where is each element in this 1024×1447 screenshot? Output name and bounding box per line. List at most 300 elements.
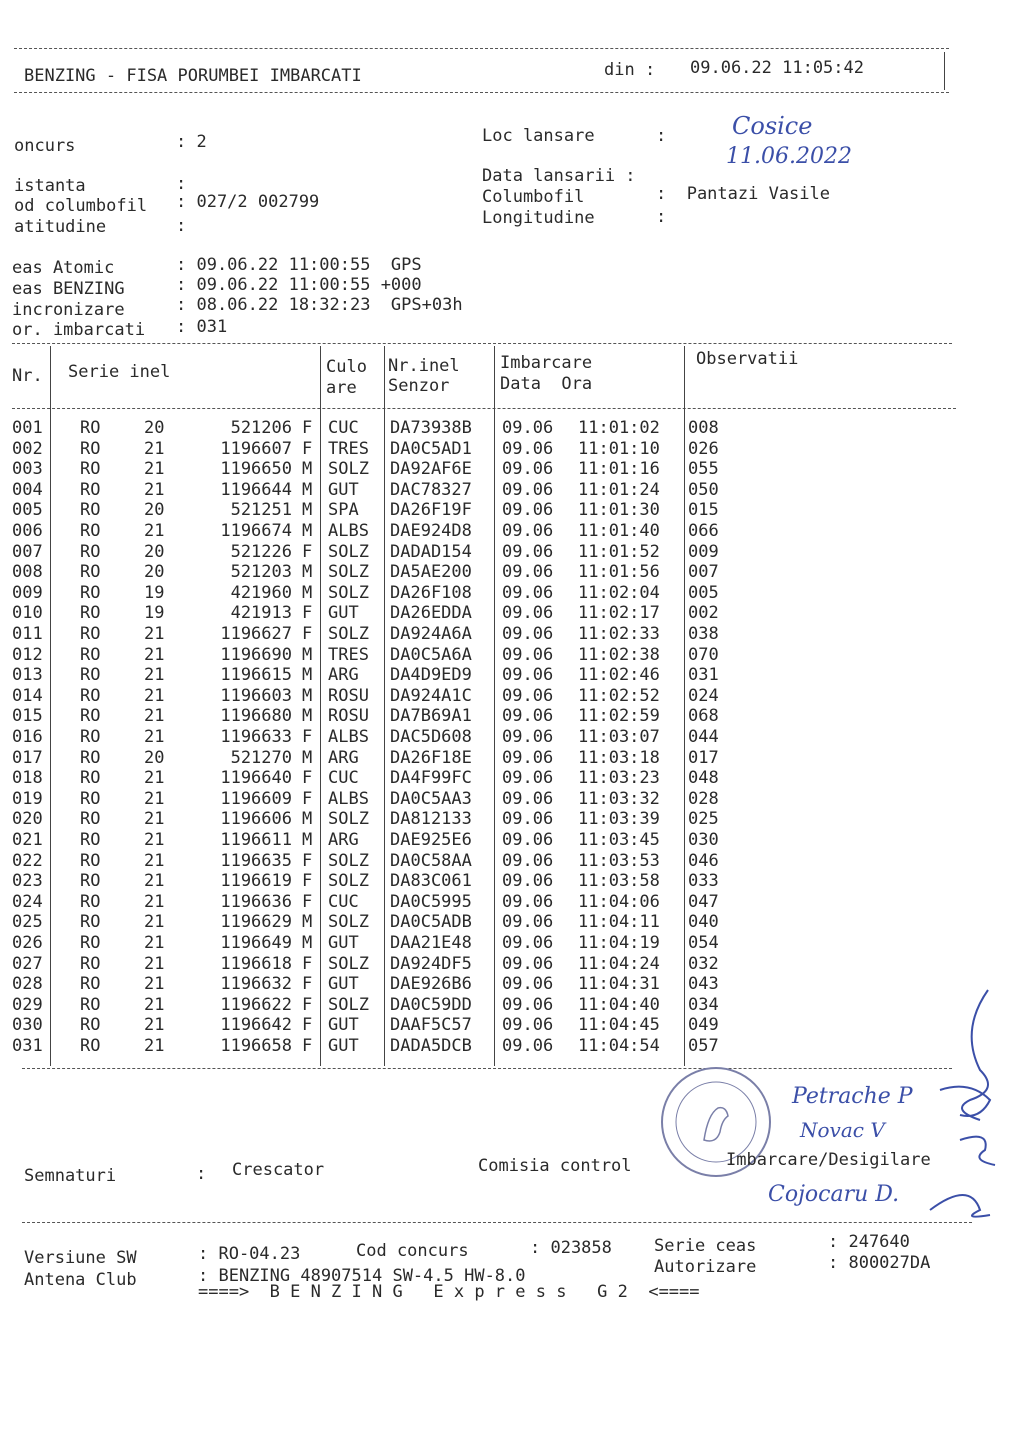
table-row — [0, 933, 1024, 954]
col-header-inel-2: Senzor — [388, 376, 450, 396]
cell-observatii: 057 — [688, 1036, 719, 1056]
cell-observatii: 043 — [688, 974, 719, 995]
cell-nr-inel-senzor: DA924A1C — [390, 685, 472, 706]
cell-observatii: 026 — [688, 438, 719, 459]
cell-data: 09.06 — [502, 562, 554, 583]
cell-nr: 018 — [12, 768, 43, 789]
cell-an: 21 — [144, 479, 165, 500]
cell-culoare: SOLZ — [328, 912, 369, 933]
table-row — [0, 768, 1024, 789]
cell-nr-inel-senzor: DAAF5C57 — [390, 1015, 472, 1036]
cell-culoare: SOLZ — [328, 562, 369, 583]
cell-data: 09.06 — [502, 933, 554, 953]
cell-observatii: 034 — [688, 994, 719, 1015]
table-row — [0, 459, 1024, 480]
cell-tara: RO — [80, 809, 101, 830]
cell-data: 09.06 — [502, 809, 554, 830]
cell-tara: RO — [80, 541, 101, 562]
cell-observatii: 031 — [688, 665, 719, 686]
cell-ora: 11:03:45 — [578, 830, 660, 850]
cell-ora: 11:02:04 — [578, 582, 660, 603]
col-header-culoare-1: Culo — [326, 357, 367, 377]
cell-an: 21 — [144, 1015, 165, 1036]
cell-culoare: SOLZ — [328, 994, 369, 1015]
cell-an: 21 — [144, 459, 165, 480]
cell-culoare: GUT — [328, 1036, 359, 1056]
latitudine-value: : — [176, 216, 187, 236]
loc-lansare-colon: : — [656, 126, 667, 146]
cell-nr-inel-senzor: DAE924D8 — [390, 521, 472, 541]
cod-columbofil-label: od columbofil — [14, 196, 148, 216]
cell-observatii: 032 — [688, 953, 719, 974]
cell-tara: RO — [80, 500, 101, 521]
cell-culoare: ROSU — [328, 685, 369, 706]
cell-data: 09.06 — [502, 418, 554, 438]
cell-sex: F — [302, 768, 313, 789]
cell-ora: 11:04:24 — [578, 953, 660, 974]
cell-tara: RO — [80, 891, 101, 912]
cell-nr-inel-senzor: DA26F19F — [390, 500, 472, 521]
cell-nr: 013 — [12, 665, 43, 686]
cell-serie: 1196635 — [220, 850, 292, 871]
cell-nr-inel-senzor: DA83C061 — [390, 871, 472, 892]
cell-data: 09.06 — [502, 871, 554, 892]
cell-culoare: CUC — [328, 418, 359, 438]
table-row — [0, 583, 1024, 604]
cell-culoare: GUT — [328, 1015, 359, 1036]
cell-an: 21 — [144, 624, 165, 644]
cell-an: 21 — [144, 685, 165, 706]
sincronizare-value: : 08.06.22 18:32:23 GPS+03h — [176, 295, 463, 315]
cell-an: 21 — [144, 994, 165, 1015]
cell-nr: 001 — [12, 418, 43, 438]
versiune-sw-value: : RO-04.23 — [198, 1244, 301, 1264]
cell-observatii: 054 — [688, 933, 719, 953]
cell-sex: M — [302, 479, 313, 500]
cell-serie: 1196622 — [220, 994, 292, 1015]
cell-observatii: 024 — [688, 685, 719, 706]
cell-an: 20 — [144, 562, 165, 583]
cell-serie: 1196658 — [220, 1036, 292, 1056]
cell-observatii: 055 — [688, 459, 719, 480]
table-row — [0, 789, 1024, 810]
cell-observatii: 030 — [688, 830, 719, 850]
col-header-inel-1: Nr.inel — [388, 356, 460, 376]
cell-sex: F — [302, 603, 313, 624]
cell-observatii: 008 — [688, 418, 719, 438]
concurs-value: : 2 — [176, 132, 207, 152]
cell-tara: RO — [80, 459, 101, 480]
cell-data: 09.06 — [502, 994, 554, 1015]
cell-nr-inel-senzor: DA92AF6E — [390, 459, 472, 480]
cell-observatii: 028 — [688, 788, 719, 809]
cell-data: 09.06 — [502, 1036, 554, 1056]
cell-tara: RO — [80, 1015, 101, 1036]
table-row — [0, 439, 1024, 460]
cell-nr-inel-senzor: DA924A6A — [390, 624, 472, 644]
cod-concurs-value: : 023858 — [530, 1238, 612, 1258]
cell-culoare: SOLZ — [328, 541, 369, 562]
cell-serie: 1196615 — [220, 665, 292, 686]
cell-nr: 010 — [12, 603, 43, 624]
cell-data: 09.06 — [502, 624, 554, 644]
cell-culoare: GUT — [328, 933, 359, 953]
autorizare-value: : 800027DA — [828, 1253, 931, 1273]
col-header-imbarcare-2: Data Ora — [500, 374, 593, 394]
cell-sex: F — [302, 438, 313, 459]
document-title: BENZING - FISA PORUMBEI IMBARCATI — [24, 66, 362, 86]
cell-sex: M — [302, 644, 313, 665]
cell-tara: RO — [80, 644, 101, 665]
cell-sex: M — [302, 521, 313, 541]
cell-sex: M — [302, 933, 313, 953]
cell-sex: M — [302, 665, 313, 686]
cell-serie: 1196607 — [220, 438, 292, 459]
cell-an: 21 — [144, 912, 165, 933]
col-header-nr: Nr. — [12, 366, 43, 386]
cell-ora: 11:01:02 — [578, 418, 660, 438]
col-header-culoare-2: are — [326, 378, 357, 398]
cell-tara: RO — [80, 582, 101, 603]
cell-ora: 11:02:33 — [578, 624, 660, 644]
cell-serie: 1196627 — [220, 624, 292, 644]
cell-nr-inel-senzor: DA0C5A6A — [390, 644, 472, 665]
cell-data: 09.06 — [502, 974, 554, 995]
cell-serie: 1196632 — [220, 974, 292, 995]
porumbei-imbarcati-label: or. imbarcati — [12, 320, 146, 340]
cell-serie: 521206 — [230, 418, 292, 438]
cell-an: 20 — [144, 541, 165, 562]
cell-nr: 020 — [12, 809, 43, 830]
cell-ora: 11:01:52 — [578, 541, 660, 562]
cell-sex: F — [302, 418, 313, 438]
table-row — [0, 851, 1024, 872]
distanta-value: : — [176, 174, 187, 194]
cell-sex: F — [302, 788, 313, 809]
cell-serie: 1196606 — [220, 809, 292, 830]
cell-sex: F — [302, 891, 313, 912]
cell-sex: F — [302, 541, 313, 562]
cell-observatii: 049 — [688, 1015, 719, 1036]
cell-ora: 11:04:31 — [578, 974, 660, 995]
cell-ora: 11:03:53 — [578, 850, 660, 871]
cell-observatii: 009 — [688, 541, 719, 562]
cell-an: 21 — [144, 830, 165, 850]
din-value: 09.06.22 11:05:42 — [690, 58, 864, 78]
table-header-rule — [12, 408, 956, 409]
cell-nr-inel-senzor: DADAD154 — [390, 541, 472, 562]
cell-tara: RO — [80, 788, 101, 809]
cell-observatii: 015 — [688, 500, 719, 521]
cell-nr: 017 — [12, 747, 43, 768]
cell-serie: 521226 — [230, 541, 292, 562]
cell-data: 09.06 — [502, 644, 554, 665]
cell-tara: RO — [80, 438, 101, 459]
cell-tara: RO — [80, 747, 101, 768]
cell-observatii: 002 — [688, 603, 719, 624]
table-row — [0, 603, 1024, 624]
cell-culoare: CUC — [328, 891, 359, 912]
cell-data: 09.06 — [502, 912, 554, 933]
cell-an: 21 — [144, 871, 165, 892]
table-row — [0, 500, 1024, 521]
cell-ora: 11:02:38 — [578, 644, 660, 665]
cell-nr-inel-senzor: DA4D9ED9 — [390, 665, 472, 686]
cell-ora: 11:03:23 — [578, 768, 660, 789]
cell-serie: 521203 — [230, 562, 292, 583]
antena-club-value: : BENZING 48907514 SW-4.5 HW-8.0 — [198, 1266, 526, 1286]
cell-data: 09.06 — [502, 953, 554, 974]
cell-culoare: GUT — [328, 974, 359, 995]
cell-sex: F — [302, 994, 313, 1015]
cell-an: 21 — [144, 768, 165, 789]
cell-nr: 016 — [12, 727, 43, 747]
cell-nr-inel-senzor: DAE926B6 — [390, 974, 472, 995]
cell-ora: 11:04:11 — [578, 912, 660, 933]
cell-data: 09.06 — [502, 685, 554, 706]
cell-nr-inel-senzor: DA4F99FC — [390, 768, 472, 789]
cell-culoare: SOLZ — [328, 953, 369, 974]
cell-ora: 11:03:39 — [578, 809, 660, 830]
columbofil-label: Columbofil — [482, 187, 585, 207]
cell-observatii: 047 — [688, 891, 719, 912]
cell-nr: 009 — [12, 582, 43, 603]
cell-sex: F — [302, 1036, 313, 1056]
table-top-rule — [12, 343, 952, 344]
cell-nr-inel-senzor: DAC5D608 — [390, 727, 472, 747]
cell-an: 21 — [144, 788, 165, 809]
cell-serie: 421960 — [230, 582, 292, 603]
cell-nr: 028 — [12, 974, 43, 995]
table-bottom-rule — [22, 1068, 952, 1069]
footer-top-rule — [22, 1222, 972, 1223]
cell-observatii: 044 — [688, 727, 719, 747]
cell-nr: 007 — [12, 541, 43, 562]
cell-nr: 024 — [12, 891, 43, 912]
cell-serie: 1196618 — [220, 953, 292, 974]
autorizare-label: Autorizare — [654, 1257, 757, 1277]
cell-nr-inel-senzor: DA7B69A1 — [390, 706, 472, 727]
cell-nr: 025 — [12, 912, 43, 933]
cell-nr-inel-senzor: DAE925E6 — [390, 830, 472, 850]
cell-serie: 1196644 — [220, 479, 292, 500]
cell-sex: M — [302, 747, 313, 768]
cell-an: 21 — [144, 850, 165, 871]
cell-observatii: 066 — [688, 521, 719, 541]
cell-ora: 11:04:06 — [578, 891, 660, 912]
cell-nr-inel-senzor: DA26F108 — [390, 582, 472, 603]
cell-tara: RO — [80, 603, 101, 624]
cell-nr-inel-senzor: DAC78327 — [390, 479, 472, 500]
table-row — [0, 665, 1024, 686]
cell-culoare: ALBS — [328, 788, 369, 809]
cell-culoare: ALBS — [328, 727, 369, 747]
col-header-imbarcare-1: Imbarcare — [500, 353, 593, 373]
cell-ora: 11:01:16 — [578, 459, 660, 480]
cell-nr: 019 — [12, 788, 43, 809]
sincronizare-label: incronizare — [12, 300, 125, 320]
cell-tara: RO — [80, 1036, 101, 1056]
cell-serie: 1196611 — [220, 830, 292, 850]
cell-nr: 031 — [12, 1036, 43, 1056]
columbofil-value: : Pantazi Vasile — [656, 184, 830, 204]
cell-data: 09.06 — [502, 438, 554, 459]
cell-sex: M — [302, 685, 313, 706]
cell-nr-inel-senzor: DA0C59DD — [390, 994, 472, 1015]
cell-serie: 1196650 — [220, 459, 292, 480]
cell-an: 19 — [144, 603, 165, 624]
cell-data: 09.06 — [502, 727, 554, 747]
cell-culoare: SOLZ — [328, 809, 369, 830]
cell-culoare: TRES — [328, 438, 369, 459]
col-header-serie: Serie inel — [68, 362, 171, 382]
cell-culoare: SOLZ — [328, 850, 369, 871]
cell-an: 20 — [144, 418, 165, 438]
cell-observatii: 068 — [688, 706, 719, 727]
cell-ora: 11:04:54 — [578, 1036, 660, 1056]
cell-serie: 1196640 — [220, 768, 292, 789]
cell-nr: 008 — [12, 562, 43, 583]
cell-serie: 521251 — [230, 500, 292, 521]
cell-an: 19 — [144, 582, 165, 603]
table-row — [0, 562, 1024, 583]
cell-tara: RO — [80, 727, 101, 747]
cell-culoare: SOLZ — [328, 871, 369, 892]
cell-sex: F — [302, 953, 313, 974]
cell-serie: 1196636 — [220, 891, 292, 912]
cell-ora: 11:04:19 — [578, 933, 660, 953]
cell-ora: 11:01:30 — [578, 500, 660, 521]
cell-culoare: SPA — [328, 500, 359, 521]
cell-nr: 023 — [12, 871, 43, 892]
cell-nr: 005 — [12, 500, 43, 521]
cell-serie: 421913 — [230, 603, 292, 624]
table-row — [0, 995, 1024, 1016]
signature-scribbles — [900, 980, 1010, 1230]
cell-ora: 11:01:40 — [578, 521, 660, 541]
header-bottom-rule — [14, 92, 949, 93]
cell-an: 21 — [144, 727, 165, 747]
signature-cojocaru: Cojocaru D. — [768, 1182, 900, 1207]
cell-ora: 11:02:59 — [578, 706, 660, 727]
cell-data: 09.06 — [502, 541, 554, 562]
table-row — [0, 480, 1024, 501]
cell-observatii: 048 — [688, 768, 719, 789]
cell-tara: RO — [80, 912, 101, 933]
signature-petrache: Petrache P — [792, 1084, 913, 1109]
cell-nr: 004 — [12, 479, 43, 500]
table-row — [0, 1015, 1024, 1036]
cell-nr-inel-senzor: DA0C5AA3 — [390, 788, 472, 809]
cell-culoare: ROSU — [328, 706, 369, 727]
table-row — [0, 892, 1024, 913]
cell-sex: M — [302, 912, 313, 933]
cell-data: 09.06 — [502, 1015, 554, 1036]
cell-nr-inel-senzor: DA924DF5 — [390, 953, 472, 974]
cell-sex: M — [302, 809, 313, 830]
ceas-benzing-value: : 09.06.22 11:00:55 +000 — [176, 275, 422, 295]
crescator-label: Crescator — [232, 1160, 325, 1180]
cell-observatii: 025 — [688, 809, 719, 830]
cell-nr: 022 — [12, 850, 43, 871]
cell-ora: 11:02:17 — [578, 603, 660, 624]
table-row — [0, 686, 1024, 707]
cod-concurs-label: Cod concurs — [356, 1241, 469, 1261]
table-row — [0, 542, 1024, 563]
cell-data: 09.06 — [502, 665, 554, 686]
cell-sex: F — [302, 850, 313, 871]
cell-data: 09.06 — [502, 521, 554, 541]
table-row — [0, 624, 1024, 645]
cell-serie: 1196603 — [220, 685, 292, 706]
table-row — [0, 954, 1024, 975]
cell-nr: 011 — [12, 624, 43, 644]
cell-sex: F — [302, 974, 313, 995]
cod-columbofil-value: : 027/2 002799 — [176, 192, 320, 212]
cell-culoare: SOLZ — [328, 582, 369, 603]
cell-ora: 11:03:18 — [578, 747, 660, 768]
cell-nr: 021 — [12, 830, 43, 850]
cell-an: 21 — [144, 809, 165, 830]
cell-serie: 1196680 — [220, 706, 292, 727]
cell-serie: 1196629 — [220, 912, 292, 933]
cell-data: 09.06 — [502, 459, 554, 480]
cell-tara: RO — [80, 850, 101, 871]
cell-tara: RO — [80, 994, 101, 1015]
cell-tara: RO — [80, 953, 101, 974]
cell-sex: M — [302, 830, 313, 850]
cell-observatii: 033 — [688, 871, 719, 892]
cell-culoare: SOLZ — [328, 624, 369, 644]
table-row — [0, 809, 1024, 830]
cell-serie: 521270 — [230, 747, 292, 768]
cell-nr-inel-senzor: DA26EDDA — [390, 603, 472, 624]
semnaturi-label: Semnaturi — [24, 1166, 117, 1186]
cell-an: 21 — [144, 953, 165, 974]
cell-nr: 015 — [12, 706, 43, 727]
concurs-label: oncurs — [14, 136, 76, 156]
cell-ora: 11:01:10 — [578, 438, 660, 459]
cell-tara: RO — [80, 706, 101, 727]
cell-tara: RO — [80, 562, 101, 583]
cell-ora: 11:02:46 — [578, 665, 660, 686]
cell-nr: 027 — [12, 953, 43, 974]
cell-data: 09.06 — [502, 500, 554, 521]
cell-nr-inel-senzor: DA5AE200 — [390, 562, 472, 583]
cell-culoare: ARG — [328, 665, 359, 686]
signature-novac: Novac V — [800, 1118, 885, 1142]
col-header-observatii: Observatii — [696, 349, 799, 369]
cell-serie: 1196619 — [220, 871, 292, 892]
cell-culoare: TRES — [328, 644, 369, 665]
cell-ora: 11:03:07 — [578, 727, 660, 747]
table-row — [0, 727, 1024, 748]
cell-nr-inel-senzor: DA73938B — [390, 418, 472, 438]
table-row — [0, 521, 1024, 542]
cell-tara: RO — [80, 624, 101, 644]
cell-tara: RO — [80, 685, 101, 706]
cell-observatii: 038 — [688, 624, 719, 644]
cell-an: 20 — [144, 500, 165, 521]
cell-an: 21 — [144, 665, 165, 686]
cell-tara: RO — [80, 418, 101, 438]
cell-tara: RO — [80, 871, 101, 892]
cell-culoare: ARG — [328, 830, 359, 850]
cell-ora: 11:04:40 — [578, 994, 660, 1015]
table-row — [0, 706, 1024, 727]
cell-nr: 002 — [12, 438, 43, 459]
cell-culoare: GUT — [328, 603, 359, 624]
